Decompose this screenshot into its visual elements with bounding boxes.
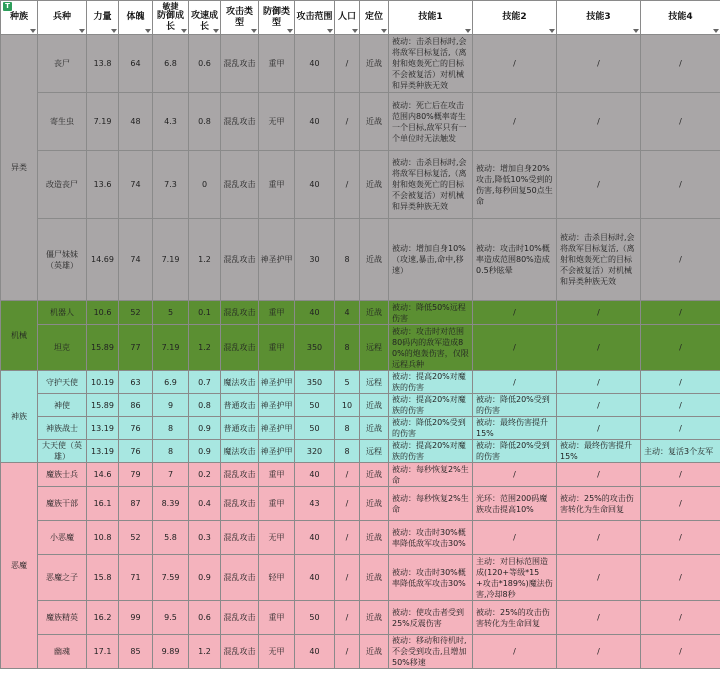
header-attack-growth[interactable] [189,1,221,35]
defense-growth-cell[interactable]: 7.59 [153,555,189,601]
attack-range-cell[interactable]: 40 [295,35,335,93]
population-cell[interactable]: 8 [335,440,360,463]
defense-type-cell[interactable]: 无甲 [259,521,295,555]
attack-range-cell[interactable]: 350 [295,325,335,371]
defense-growth-cell[interactable]: 9 [153,394,189,417]
attack-type-cell[interactable]: 魔法攻击 [221,440,259,463]
population-cell[interactable]: / [335,463,360,487]
position-cell[interactable]: 近战 [360,219,389,301]
header-population[interactable] [335,1,360,35]
strength-cell[interactable]: 13.19 [87,440,119,463]
header-defense-growth[interactable] [153,1,189,35]
constitution-cell[interactable]: 76 [119,440,153,463]
constitution-cell[interactable]: 87 [119,487,153,521]
population-cell[interactable]: / [335,521,360,555]
table-row[interactable] [1,463,720,487]
strength-cell[interactable]: 10.19 [87,371,119,394]
position-cell[interactable]: 近战 [360,35,389,93]
constitution-cell[interactable]: 86 [119,394,153,417]
skill4-cell[interactable]: / [641,635,720,669]
defense-type-cell[interactable]: 神圣护甲 [259,219,295,301]
defense-type-cell[interactable]: 无甲 [259,635,295,669]
dropdown-arrow-icon[interactable] [381,29,387,33]
attack-growth-cell[interactable]: 1.2 [189,325,221,371]
defense-type-cell[interactable]: 神圣护甲 [259,394,295,417]
skill1-cell[interactable]: 被动：每秒恢复2%生命 [389,463,473,487]
skill4-cell[interactable]: / [641,521,720,555]
defense-growth-cell[interactable]: 9.5 [153,601,189,635]
unit-name-cell[interactable]: 改造丧尸 [38,151,87,219]
position-cell[interactable]: 近战 [360,555,389,601]
dropdown-arrow-icon[interactable] [465,29,471,33]
attack-range-cell[interactable]: 50 [295,601,335,635]
race-cell[interactable]: 异类 [1,35,38,301]
attack-range-cell[interactable]: 40 [295,151,335,219]
skill3-cell[interactable]: / [557,35,641,93]
defense-growth-cell[interactable]: 5 [153,301,189,325]
table-row[interactable] [1,371,720,394]
skill2-cell[interactable]: 被动：最终伤害提升15% [473,417,557,440]
attack-range-cell[interactable]: 50 [295,417,335,440]
position-cell[interactable]: 近战 [360,521,389,555]
skill3-cell[interactable]: / [557,463,641,487]
skill1-cell[interactable]: 被动：攻击时对范围80码内的敌军造成80%的炮轰伤害，仅限远程兵种 [389,325,473,371]
unit-name-cell[interactable]: 坦克 [38,325,87,371]
constitution-cell[interactable]: 63 [119,371,153,394]
skill3-cell[interactable]: / [557,394,641,417]
table-row[interactable] [1,301,720,325]
skill2-cell[interactable]: / [473,93,557,151]
header-race[interactable] [1,1,38,35]
population-cell[interactable]: / [335,635,360,669]
skill3-cell[interactable]: 被动：最终伤害提升15% [557,440,641,463]
skill3-cell[interactable]: / [557,151,641,219]
header-skill1-label: 技能1 [418,12,443,22]
position-cell[interactable]: 远程 [360,371,389,394]
skill3-cell[interactable]: / [557,521,641,555]
header-position[interactable] [360,1,389,35]
attack-growth-cell[interactable]: 0.9 [189,555,221,601]
attack-growth-cell[interactable]: 0.6 [189,35,221,93]
strength-cell[interactable]: 16.2 [87,601,119,635]
position-cell[interactable]: 近战 [360,151,389,219]
skill4-cell[interactable]: / [641,487,720,521]
attack-growth-cell[interactable]: 0.6 [189,601,221,635]
position-cell[interactable]: 近战 [360,487,389,521]
defense-type-cell[interactable]: 重甲 [259,151,295,219]
skill2-cell[interactable]: / [473,521,557,555]
strength-cell[interactable]: 15.8 [87,555,119,601]
skill3-cell[interactable]: / [557,325,641,371]
strength-cell[interactable]: 14.6 [87,463,119,487]
attack-growth-cell[interactable]: 0.8 [189,93,221,151]
defense-growth-cell[interactable]: 5.8 [153,521,189,555]
position-cell[interactable]: 远程 [360,440,389,463]
defense-growth-cell[interactable]: 7.19 [153,325,189,371]
skill4-cell[interactable]: / [641,93,720,151]
header-attack-range[interactable] [295,1,335,35]
unit-name-cell[interactable]: 神族战士 [38,417,87,440]
skill3-cell[interactable]: 被动：25%的攻击伤害转化为生命回复 [557,487,641,521]
attack-growth-cell[interactable]: 0.2 [189,463,221,487]
attack-type-cell[interactable]: 混乱攻击 [221,463,259,487]
table-row[interactable] [1,601,720,635]
attack-growth-cell[interactable]: 1.2 [189,635,221,669]
header-unit[interactable] [38,1,87,35]
strength-cell[interactable]: 13.19 [87,417,119,440]
position-cell[interactable]: 近战 [360,417,389,440]
population-cell[interactable]: 8 [335,417,360,440]
defense-type-cell[interactable]: 重甲 [259,463,295,487]
attack-range-cell[interactable]: 320 [295,440,335,463]
defense-type-cell[interactable]: 重甲 [259,601,295,635]
attack-growth-cell[interactable]: 0.7 [189,371,221,394]
position-cell[interactable]: 近战 [360,301,389,325]
defense-type-cell[interactable]: 神圣护甲 [259,371,295,394]
skill2-cell[interactable]: 被动：攻击时10%概率造成范围80%造成0.5秒眩晕 [473,219,557,301]
strength-cell[interactable]: 15.89 [87,325,119,371]
attack-type-cell[interactable]: 混乱攻击 [221,151,259,219]
defense-growth-cell[interactable]: 8.39 [153,487,189,521]
dropdown-arrow-icon[interactable] [713,29,719,33]
constitution-cell[interactable]: 79 [119,463,153,487]
defense-growth-cell[interactable]: 6.9 [153,371,189,394]
header-skill3[interactable] [557,1,641,35]
attack-growth-cell[interactable]: 0.9 [189,440,221,463]
skill4-cell[interactable]: / [641,601,720,635]
unit-name-cell[interactable]: 守护天使 [38,371,87,394]
population-cell[interactable]: 10 [335,394,360,417]
defense-type-cell[interactable]: 无甲 [259,93,295,151]
header-attack-type[interactable] [221,1,259,35]
position-cell[interactable]: 近战 [360,601,389,635]
attack-range-cell[interactable]: 40 [295,555,335,601]
constitution-cell[interactable]: 74 [119,219,153,301]
race-cell[interactable]: 恶魔 [1,463,38,669]
skill2-cell[interactable]: 被动：25%的攻击伤害转化为生命回复 [473,601,557,635]
population-cell[interactable]: / [335,151,360,219]
skill2-cell[interactable]: 被动：降低20%受到的伤害 [473,440,557,463]
defense-growth-cell[interactable]: 6.8 [153,35,189,93]
strength-cell[interactable]: 15.89 [87,394,119,417]
skill2-cell[interactable]: / [473,35,557,93]
header-agility-group: 敏捷 [162,2,179,11]
population-cell[interactable]: / [335,35,360,93]
skill4-cell[interactable]: / [641,151,720,219]
attack-type-cell[interactable]: 魔法攻击 [221,371,259,394]
position-cell[interactable]: 远程 [360,325,389,371]
unit-name-cell[interactable]: 小恶魔 [38,521,87,555]
population-cell[interactable]: / [335,555,360,601]
attack-range-cell[interactable]: 50 [295,394,335,417]
skill1-cell[interactable]: 被动：提高20%对魔族的伤害 [389,440,473,463]
table-row[interactable] [1,635,720,669]
attack-type-cell[interactable]: 混乱攻击 [221,325,259,371]
header-skill4-label: 技能4 [668,12,693,22]
header-attack-type-label: 攻击类型 [225,6,253,28]
skill1-cell[interactable]: 被动：移动和待机时,不会受到攻击,且增加50%移速 [389,635,473,669]
dropdown-arrow-icon[interactable] [79,29,85,33]
unit-name-cell[interactable]: 僵尸妹妹（英雄） [38,219,87,301]
attack-type-cell[interactable]: 混乱攻击 [221,93,259,151]
position-cell[interactable]: 近战 [360,463,389,487]
header-constitution-label: 体魄 [126,12,145,22]
skill2-cell[interactable]: / [473,325,557,371]
header-skill1[interactable] [389,1,473,35]
dropdown-arrow-icon[interactable] [181,29,187,33]
dropdown-arrow-icon[interactable] [549,29,555,33]
defense-type-cell[interactable]: 重甲 [259,487,295,521]
skill1-cell[interactable]: 被动：攻击时30%概率降低敌军攻击30% [389,521,473,555]
constitution-cell[interactable]: 71 [119,555,153,601]
attack-type-cell[interactable]: 混乱攻击 [221,635,259,669]
constitution-cell[interactable]: 52 [119,301,153,325]
table-body [1,35,720,669]
header-strength[interactable] [87,1,119,35]
attack-growth-cell[interactable]: 0 [189,151,221,219]
skill3-cell[interactable]: / [557,417,641,440]
attack-range-cell[interactable]: 30 [295,219,335,301]
skill3-cell[interactable]: / [557,93,641,151]
strength-cell[interactable]: 13.6 [87,151,119,219]
table-row[interactable] [1,521,720,555]
attack-growth-cell[interactable]: 1.2 [189,219,221,301]
unit-name-cell[interactable]: 恶魔之子 [38,555,87,601]
constitution-cell[interactable]: 77 [119,325,153,371]
unit-name-cell[interactable]: 神使 [38,394,87,417]
header-population-label: 人口 [337,12,356,22]
table-row[interactable] [1,325,720,371]
strength-cell[interactable]: 7.19 [87,93,119,151]
race-cell[interactable]: 机械 [1,301,38,371]
table-row[interactable] [1,555,720,601]
unit-name-cell[interactable]: 大天使（英雄） [38,440,87,463]
defense-type-cell[interactable]: 神圣护甲 [259,440,295,463]
constitution-cell[interactable]: 85 [119,635,153,669]
population-cell[interactable]: 8 [335,325,360,371]
strength-cell[interactable]: 17.1 [87,635,119,669]
dropdown-arrow-icon[interactable] [30,29,36,33]
constitution-cell[interactable]: 76 [119,417,153,440]
attack-range-cell[interactable]: 40 [295,93,335,151]
position-cell[interactable]: 近战 [360,394,389,417]
strength-cell[interactable]: 13.8 [87,35,119,93]
header-skill3-label: 技能3 [586,12,611,22]
dropdown-arrow-icon[interactable] [352,29,358,33]
attack-growth-cell[interactable]: 0.4 [189,487,221,521]
skill4-cell[interactable]: / [641,417,720,440]
skill2-cell[interactable]: 光环：范围200码魔族攻击提高10% [473,487,557,521]
attack-range-cell[interactable]: 350 [295,371,335,394]
strength-cell[interactable]: 10.8 [87,521,119,555]
skill3-cell[interactable]: / [557,601,641,635]
attack-type-cell[interactable]: 混乱攻击 [221,601,259,635]
defense-type-cell[interactable]: 神圣护甲 [259,417,295,440]
skill2-cell[interactable]: 主动：对目标范围造成(120+等级*15+攻击*189%)魔法伤害,冷却8秒 [473,555,557,601]
table-row[interactable] [1,219,720,301]
skill1-cell[interactable]: 被动：使攻击者受到25%反震伤害 [389,601,473,635]
skill2-cell[interactable]: / [473,635,557,669]
skill1-cell[interactable]: 被动：降低20%受到的伤害 [389,417,473,440]
attack-growth-cell[interactable]: 0.1 [189,301,221,325]
population-cell[interactable]: 4 [335,301,360,325]
constitution-cell[interactable]: 64 [119,35,153,93]
table-row[interactable] [1,151,720,219]
dropdown-arrow-icon[interactable] [287,29,293,33]
header-defense-type[interactable] [259,1,295,35]
constitution-cell[interactable]: 74 [119,151,153,219]
skill1-cell[interactable]: 被动：提高20%对魔族的伤害 [389,394,473,417]
unit-name-cell[interactable]: 魔族士兵 [38,463,87,487]
skill4-cell[interactable]: 主动：复活3个友军 [641,440,720,463]
skill2-cell[interactable]: / [473,463,557,487]
attack-range-cell[interactable]: 40 [295,635,335,669]
table-row[interactable] [1,93,720,151]
header-skill4[interactable] [641,1,720,35]
header-skill2-label: 技能2 [502,12,527,22]
dropdown-arrow-icon[interactable] [327,29,333,33]
skill1-cell[interactable]: 被动：增加自身10%（攻速,暴击,命中,移速） [389,219,473,301]
defense-growth-cell[interactable]: 7.19 [153,219,189,301]
defense-type-cell[interactable]: 重甲 [259,301,295,325]
constitution-cell[interactable]: 52 [119,521,153,555]
skill4-cell[interactable]: / [641,463,720,487]
skill2-cell[interactable]: 被动：降低20%受到的伤害 [473,394,557,417]
attack-type-cell[interactable]: 混乱攻击 [221,219,259,301]
position-cell[interactable]: 近战 [360,635,389,669]
header-constitution[interactable] [119,1,153,35]
header-defense-type-label: 防御类型 [262,6,290,28]
skill4-cell[interactable]: / [641,394,720,417]
unit-name-cell[interactable]: 魔族精英 [38,601,87,635]
dropdown-arrow-icon[interactable] [111,29,117,33]
skill3-cell[interactable]: / [557,635,641,669]
defense-type-cell[interactable]: 轻甲 [259,555,295,601]
attack-type-cell[interactable]: 混乱攻击 [221,35,259,93]
constitution-cell[interactable]: 48 [119,93,153,151]
defense-growth-cell[interactable]: 4.3 [153,93,189,151]
skill2-cell[interactable]: / [473,301,557,325]
filter-icon[interactable]: T [3,2,12,11]
attack-type-cell[interactable]: 混乱攻击 [221,301,259,325]
table-row[interactable] [1,487,720,521]
dropdown-arrow-icon[interactable] [213,29,219,33]
header-unit-label: 兵种 [52,12,71,22]
dropdown-arrow-icon[interactable] [633,29,639,33]
skill4-cell[interactable]: / [641,371,720,394]
skill4-cell[interactable]: / [641,555,720,601]
header-attack-growth-label: 攻速成长 [190,11,218,32]
defense-type-cell[interactable]: 重甲 [259,325,295,371]
skill3-cell[interactable]: 被动：击杀目标时,会将敌军目标复活,（离射和炮轰死亡的目标不会被复活）对机械和异类种族无效 [557,219,641,301]
dropdown-arrow-icon[interactable] [251,29,257,33]
attack-growth-cell[interactable]: 0.9 [189,417,221,440]
skill4-cell[interactable]: / [641,325,720,371]
header-attack-range-label: 攻击范围 [296,12,333,22]
attack-type-cell[interactable]: 普通攻击 [221,417,259,440]
population-cell[interactable]: / [335,487,360,521]
attack-range-cell[interactable]: 43 [295,487,335,521]
population-cell[interactable]: 8 [335,219,360,301]
skill1-cell[interactable]: 被动：死亡后在攻击范围内80%概率寄生一个目标,敌军只有一个单位时无法触发 [389,93,473,151]
attack-type-cell[interactable]: 普通攻击 [221,394,259,417]
position-cell[interactable]: 近战 [360,93,389,151]
skill1-cell[interactable]: 被动：降低50%远程伤害 [389,301,473,325]
strength-cell[interactable]: 10.6 [87,301,119,325]
header-strength-label: 力量 [93,12,112,22]
attack-type-cell[interactable]: 混乱攻击 [221,487,259,521]
skill1-cell[interactable]: 被动：击杀目标时,会将敌军目标复活,（离射和炮轰死亡的目标不会被复活）对机械和异类种族无效 [389,151,473,219]
population-cell[interactable]: / [335,93,360,151]
attack-type-cell[interactable]: 混乱攻击 [221,555,259,601]
unit-name-cell[interactable]: 幽魂 [38,635,87,669]
header-row [1,1,720,35]
header-defense-growth-label: 防御成长 [156,11,184,32]
defense-growth-cell[interactable]: 9.89 [153,635,189,669]
constitution-cell[interactable]: 99 [119,601,153,635]
strength-cell[interactable]: 14.69 [87,219,119,301]
population-cell[interactable]: 5 [335,371,360,394]
attack-growth-cell[interactable]: 0.3 [189,521,221,555]
skill4-cell[interactable]: / [641,35,720,93]
header-position-label: 定位 [364,12,383,22]
header-skill2[interactable] [473,1,557,35]
defense-growth-cell[interactable]: 8 [153,440,189,463]
population-cell[interactable]: / [335,601,360,635]
unit-name-cell[interactable]: 机器人 [38,301,87,325]
header-race-label: 种族 [9,12,28,22]
unit-name-cell[interactable]: 魔族干部 [38,487,87,521]
skill3-cell[interactable]: / [557,301,641,325]
skill3-cell[interactable]: / [557,371,641,394]
table-row[interactable] [1,440,720,463]
attack-growth-cell[interactable]: 0.8 [189,394,221,417]
table-row[interactable] [1,417,720,440]
skill4-cell[interactable]: / [641,301,720,325]
skill3-cell[interactable]: / [557,555,641,601]
skill4-cell[interactable]: / [641,219,720,301]
defense-growth-cell[interactable]: 8 [153,417,189,440]
table-row[interactable] [1,394,720,417]
attack-type-cell[interactable]: 混乱攻击 [221,521,259,555]
skill2-cell[interactable]: / [473,371,557,394]
skill1-cell[interactable]: 被动：每秒恢复2%生命 [389,487,473,521]
skill2-cell[interactable]: 被动：增加自身20%攻击,降低10%受到的伤害,每秒回复50点生命 [473,151,557,219]
race-cell[interactable]: 神族 [1,371,38,463]
skill1-cell[interactable]: 被动：击杀目标时,会将敌军目标复活,（离射和炮轰死亡的目标不会被复活）对机械和异类种族无效 [389,35,473,93]
attack-range-cell[interactable]: 40 [295,301,335,325]
unit-name-cell[interactable]: 丧尸 [38,35,87,93]
unit-name-cell[interactable]: 寄生虫 [38,93,87,151]
attack-range-cell[interactable]: 40 [295,521,335,555]
header-spacer [189,2,220,11]
skill1-cell[interactable]: 被动：提高20%对魔族的伤害 [389,371,473,394]
dropdown-arrow-icon[interactable] [145,29,151,33]
defense-growth-cell[interactable]: 7 [153,463,189,487]
skill1-cell[interactable]: 被动：攻击时30%概率降低敌军攻击30% [389,555,473,601]
defense-growth-cell[interactable]: 7.3 [153,151,189,219]
table-row[interactable] [1,35,720,93]
attack-range-cell[interactable]: 40 [295,463,335,487]
defense-type-cell[interactable]: 重甲 [259,35,295,93]
strength-cell[interactable]: 16.1 [87,487,119,521]
